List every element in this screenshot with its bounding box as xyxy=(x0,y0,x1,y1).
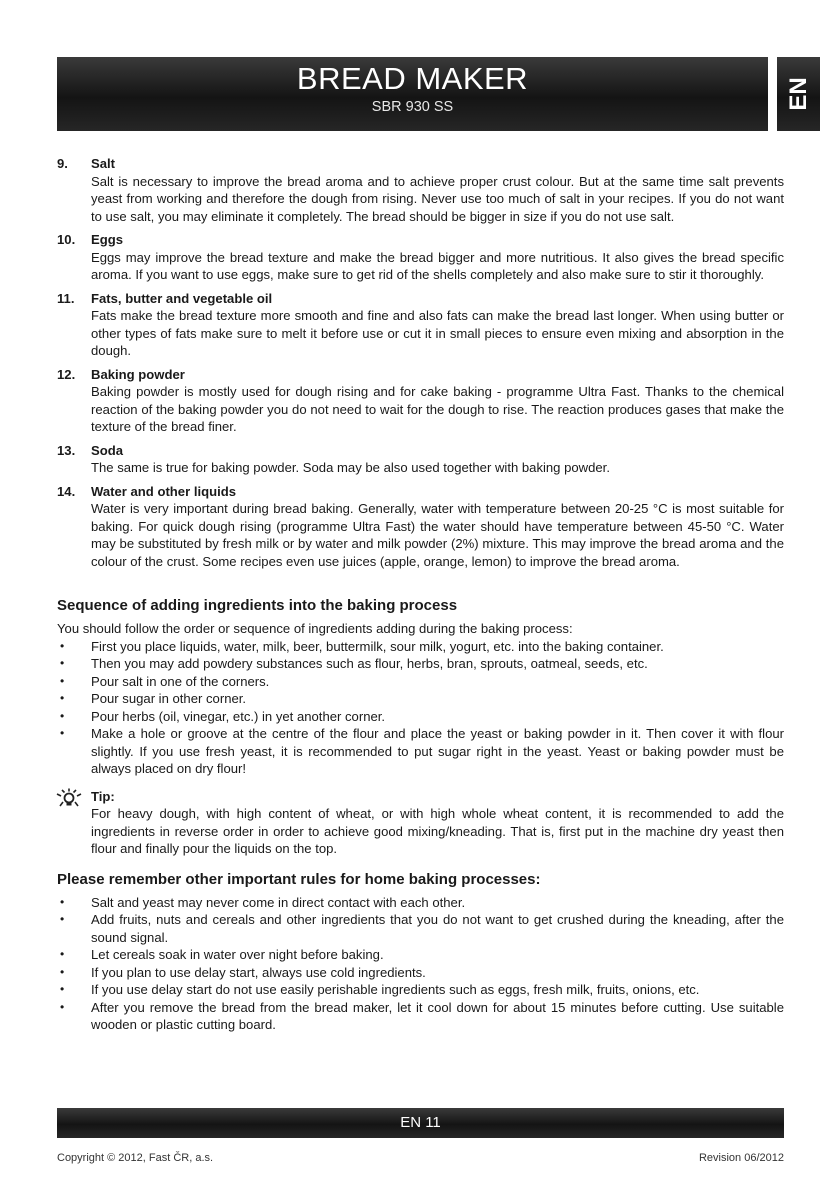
item-text: Baking powder is mostly used for dough rising and for cake baking - programme Ultra Fast. Thanks to the chemical reaction of the baking powder you do not need to wait for the dough to rise. The reaction produces gases that make the texture of the bread finer. xyxy=(91,384,784,434)
bullet-item: • If you use delay start do not use easily perishable ingredients such as eggs, fresh milk, fruits, onions, etc. xyxy=(57,981,784,999)
list-item xyxy=(57,155,784,225)
page-content xyxy=(57,155,784,1034)
lightbulb-icon xyxy=(55,788,85,808)
sequence-section xyxy=(57,596,784,778)
list-item xyxy=(57,290,784,360)
item-title: Salt xyxy=(91,156,116,171)
item-title: Baking powder xyxy=(91,366,185,382)
language-tab xyxy=(777,57,820,131)
bullet-item: • Pour salt in one of the corners. xyxy=(57,673,784,691)
bullet-item: • Pour herbs (oil, vinegar, etc.) in yet another corner. xyxy=(57,708,784,726)
page-number: EN 11 xyxy=(400,1114,441,1131)
bullet-item: • Then you may add powdery substances such as flour, herbs, bran, sprouts, oatmeal, seeds, etc. xyxy=(57,655,784,673)
tip-label: Tip: xyxy=(91,788,115,804)
rules-section xyxy=(57,870,784,1034)
model-number: SBR 930 SS xyxy=(371,99,454,115)
item-text: The same is true for baking powder. Soda may be also used together with baking powder. xyxy=(91,460,610,475)
item-number: 9. xyxy=(57,156,68,171)
footer-banner xyxy=(57,1108,784,1138)
item-text: Eggs may improve the bread texture and make the bread bigger and more nutritious. It also gives the bread specific aroma. If you want to use eggs, make sure to get rid of the shells completely and also make sure to stir it thoroughly. xyxy=(91,249,784,282)
bullet-list xyxy=(57,638,784,778)
tip-text: For heavy dough, with high content of wheat, or with high whole wheat content, it is recommended to add the ingredients in reverse order in order to achieve good mixing/kneading. That is, first put in the machine dry yeast then flour and finally pour the liquids on the top. xyxy=(91,806,784,856)
bullet-item: • Add fruits, nuts and cereals and other ingredients that you do not want to get crushed during the kneading, after the sound signal. xyxy=(57,911,784,946)
item-title: Fats, butter and vegetable oil xyxy=(91,290,273,306)
language-label: EN xyxy=(784,77,812,111)
list-item xyxy=(57,366,784,436)
bullet-item: • First you place liquids, water, milk, beer, buttermilk, sour milk, yogurt, etc. into the baking container. xyxy=(57,638,784,656)
item-title: Soda xyxy=(91,442,124,458)
section-heading: Please remember other important rules for home baking processes: xyxy=(57,870,541,888)
section-intro: You should follow the order or sequence of ingredients adding during the baking process: xyxy=(57,621,573,636)
bullet-item: • If you plan to use delay start, always use cold ingredients. xyxy=(57,964,784,982)
item-text: Fats make the bread texture more smooth and fine and also fats can make the bread last longer. When using butter or other types of fats make sure to melt it before use or cut it in small pieces to ensure even mixing and absorption in the dough. xyxy=(91,308,784,358)
bullet-item: • Make a hole or groove at the centre of the flour and place the yeast or baking powder in it. Then cover it with flour slightly. If you use fresh yeast, it is recommended to put sugar right in the yeast. Yeast or baking powder must be always placed on dry flour! xyxy=(57,725,784,778)
section-heading: Sequence of adding ingredients into the baking process xyxy=(57,597,458,614)
list-item xyxy=(57,231,784,284)
numbered-list xyxy=(57,155,784,570)
header-banner xyxy=(57,57,768,131)
revision-label: Revision 06/2012 xyxy=(698,1152,784,1164)
item-title: Water and other liquids xyxy=(91,483,237,499)
item-text: Water is very important during bread baking. Generally, water with temperature between 20-25 °C is most suitable for baking. For quick dough rising (programme Ultra Fast) the water should have temperature between 45-50 °C. Water may be substituted by fresh milk or by water and milk powder (2%) mixture. This may improve the bread aroma and the colour of the crust. Some recipes even use juices (apple, orange, lemon) to improve the bread aroma. xyxy=(91,501,784,569)
copyright-notice: Copyright © 2012, Fast ČR, a.s. xyxy=(57,1152,214,1164)
item-number: 11. xyxy=(57,290,75,306)
item-title: Eggs xyxy=(91,232,124,247)
item-number: 14. xyxy=(57,483,76,499)
bullet-item: • Pour sugar in other corner. xyxy=(57,690,784,708)
item-number: 13. xyxy=(57,442,76,458)
list-item xyxy=(57,483,784,571)
item-number: 12. xyxy=(57,366,76,382)
bullet-list xyxy=(57,894,784,1034)
tip-block xyxy=(57,788,784,858)
bullet-item: • Let cereals soak in water over night before baking. xyxy=(57,946,784,964)
list-item xyxy=(57,442,784,477)
item-text: Salt is necessary to improve the bread aroma and to achieve proper crust colour. But at the same time salt prevents yeast from working and therefore the dough from rising. Never use too much of salt in your recipes. If you do not want to use salt, you may eliminate it completely. The bread should be bigger in size if you do not use salt. xyxy=(91,173,784,224)
document-title: BREAD MAKER xyxy=(296,61,529,96)
item-number: 10. xyxy=(57,232,76,247)
bullet-item: • After you remove the bread from the bread maker, let it cool down for about 15 minutes before cutting. Use suitable wooden or plastic cutting board. xyxy=(57,999,784,1034)
bullet-item: • Salt and yeast may never come in direct contact with each other. xyxy=(57,894,784,912)
